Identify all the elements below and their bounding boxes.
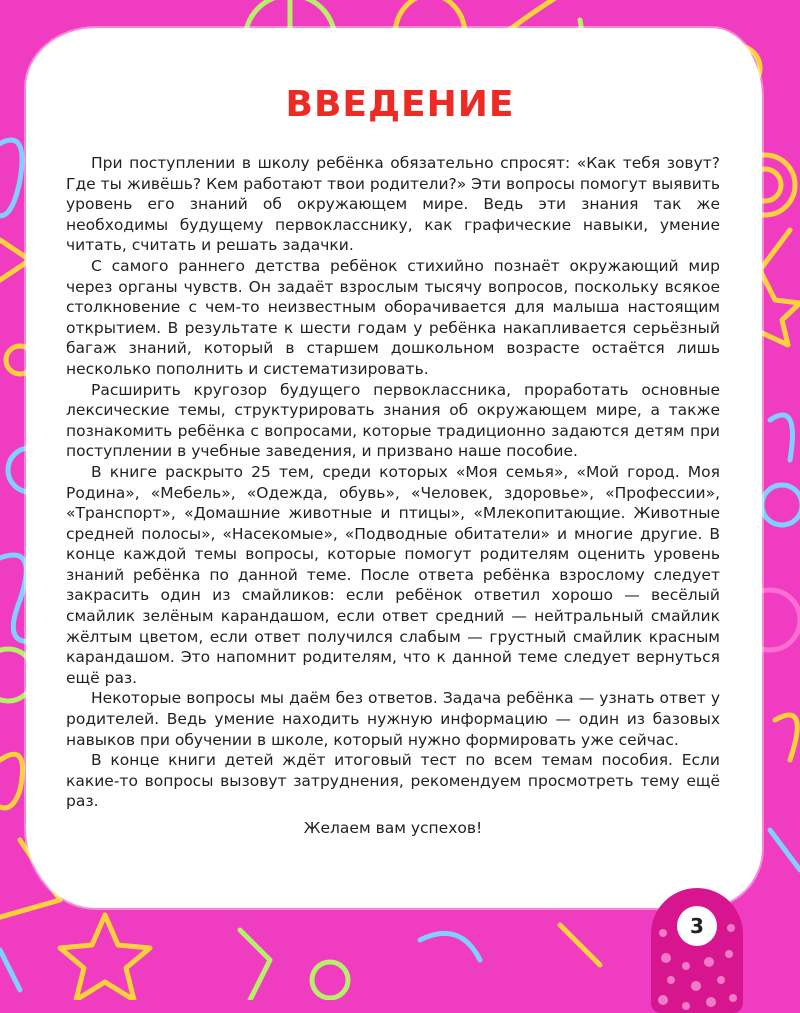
page-number: 3 [677,906,717,946]
paragraph: Некоторые вопросы мы даём без ответов. Задача ребёнка — узнать ответ у родителей. Ведь умение находить нужную информацию — один из базовых навыков при обучении в школе, который нужно формировать уже сейчас. [66,689,720,749]
paragraph: В конце книги детей ждёт итоговый тест по всем темам пособия. Если какие-то вопросы вызовут затруднения, рекомендуем просмотреть тему ещё раз. [66,751,720,811]
paragraph: В книге раскрыто 25 тем, среди которых «Моя семья», «Мой город. Моя Родина», «Мебель», «Одежда, обувь», «Человек, здоровье», «Профессии», «Транспорт», «Домашние животные и птицы», «Млекопитающие. Животные средней полосы», «Насекомые», «Подводные обитатели» и многие другие. В конце каждой темы вопросы, которые помогут родителям оценить уровень знаний ребёнка по данной теме. После ответа ребёнка взрослому следует закрасить один из смайликов: если ребёнок ответил хорошо — весёлый смайлик зелёным карандашом, если ответ средний — нейтральный смайлик жёлтым цветом, если ответ получился слабым — грустный смайлик красным карандашом. Это напомнит родителям, что к данной теме следует вернуться ещё раз. [66,462,720,687]
star-doodle [60,915,150,1000]
intro-text [66,153,720,839]
paragraph: С самого раннего детства ребёнок стихийно познаёт окружающий мир через органы чувств. Он задаёт взрослым тысячу вопросов, поскольку всякое столкновение с чем-то неизвестным оборачивается для малыша настоящим открытием. В результате к шести годам у ребёнка накапливается серьёзный багаж знаний, который в старшем дошкольном возрасте остаётся лишь несколько пополнить и систематизировать. [66,256,720,378]
closing-wish: Желаем вам успехов! [303,819,483,837]
paragraph: При поступлении в школу ребёнка обязательно спросят: «Как тебя зовут? Где ты живёшь? Кем работают твои родители?» Эти вопросы помогут выявить уровень его знаний об окружающем мире. Ведь эти знания так же необходимы будущему первокласснику, как графические навыки, умение читать, считать и решать задачки. [66,154,720,255]
paragraph: Расширить кругозор будущего первоклассника, проработать основные лексические темы, структурировать знания об окружающем мире, а также познакомить ребёнка с вопросами, которые традиционно задаются детям при поступлении в учебные заведения, и призвано наше пособие. [66,380,720,461]
page-title: ВВЕДЕНИЕ [285,84,515,125]
